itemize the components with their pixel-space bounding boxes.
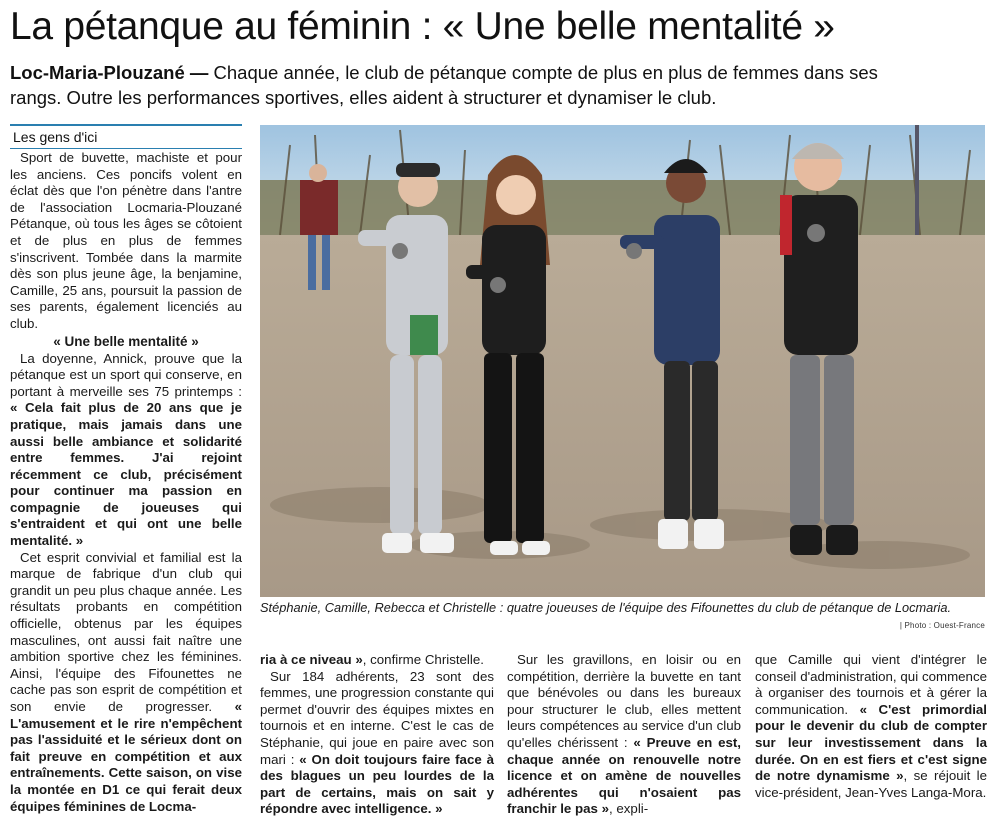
quote-end: ria à ce niveau » bbox=[260, 652, 363, 667]
lead-text: Chaque année, le club de pétanque compte de plus en plus de femmes dans ses rangs. Outre les performances sportives, elles aident à structurer et dynamiser le club. bbox=[10, 62, 878, 108]
photo-caption: Stéphanie, Camille, Rebecca et Christelle : quatre joueuses de l'équipe des Fifounettes du club de pétanque de Locmaria. bbox=[260, 600, 952, 615]
paragraph-gravillons-text: Sur les gravillons, en loisir ou en compétition, derrière la buvette en tant que bénévoles ou dans les bureaux pour structurer le club, elles mettent leurs compétences au service d'un club qu'elles chérissent : bbox=[507, 652, 741, 750]
quote-camille: « Preuve en est, chaque année on renouvelle notre licence et on amène de nouvelles adhérentes qui n'osaient pas franchir le pas » bbox=[507, 734, 742, 817]
quote-stephanie: « On doit toujours faire face à des blagues un peu lourdes de la part de certains, mais on sait y répondre avec intelligence. » bbox=[260, 751, 495, 817]
player-christelle bbox=[780, 143, 858, 555]
column-1 bbox=[10, 150, 242, 815]
photo-illustration bbox=[260, 125, 985, 597]
paragraph-esprit bbox=[10, 550, 242, 816]
paragraph-gravillons bbox=[507, 652, 741, 818]
paragraph-conseil-end: , se réjouit le vice-président, Jean-Yves Langa-Mora. bbox=[755, 768, 988, 800]
paragraph-doyenne bbox=[10, 351, 242, 550]
paragraph-doyenne-text: La doyenne, Annick, prouve que la pétanque est un sport qui conserve, en portant à merveille ses 75 printemps : bbox=[10, 350, 242, 399]
paragraph-conseil bbox=[755, 652, 987, 801]
paragraph-adherents-text: Sur 184 adhérents, 23 sont des femmes, une progression constante qui permet d'ouvrir des équipes mixtes en tournois et en interne. C'est le cas de Stéphanie, qui joue en paire avec son mari : bbox=[260, 668, 494, 767]
paragraph-confirm bbox=[260, 652, 494, 669]
headline: La pétanque au féminin : « Une belle mentalité » bbox=[10, 5, 835, 48]
subheading: « Une belle mentalité » bbox=[53, 333, 199, 349]
column-3 bbox=[507, 652, 741, 818]
paragraph-adherents bbox=[260, 669, 494, 818]
quote-vice-president: « C'est primordial pour le devenir du club de compter sur leur investissement dans la durée. On en est fiers et c'est signe de notre dynamisme » bbox=[755, 701, 987, 784]
column-2 bbox=[260, 652, 494, 818]
dateline: Loc-Maria-Plouzané — bbox=[10, 62, 209, 83]
rubric-label: Les gens d'ici bbox=[10, 124, 242, 149]
paragraph-conseil-text: que Camille qui vient d'intégrer le conseil d'administration, qui commence à organiser des tournois et à gérer la communication. bbox=[755, 652, 987, 717]
paragraph-confirm-text: , confirme Christelle. bbox=[362, 652, 484, 667]
column-4 bbox=[755, 652, 987, 801]
quote-fifounettes: « L'amusement et le rire n'empêchent pas l'assiduité et le sérieux dont on fait preuve en compétition et aux entraînements. Cette saison, on vise la montée en D1 ce qui ferait deux équipes féminines de Locma- bbox=[10, 699, 242, 814]
team-photo bbox=[260, 125, 985, 597]
paragraph-gravillons-end: , expli- bbox=[609, 801, 649, 817]
photo-credit: | Photo : Ouest-France bbox=[899, 621, 985, 630]
quote-annick: « Cela fait plus de 20 ans que je pratique, mais jamais dans une aussi belle ambiance et solidarité entre femmes. J'ai rejoint récemment ce club, précisément pour continuer ma passion en compagnie de joueuses qui s'entraident et qui ont une belle mentalité. » bbox=[10, 400, 242, 549]
paragraph-esprit-text: Cet esprit convivial et familial est la marque de fabrique d'un club qui grandit un peu plus chaque année. Les résultats probants en compétition officielle, obtenus par les équipes masculines, ont aussi fait naître une ambition sportive chez les féminines. Ainsi, l'équipe des Fifounettes ne cache pas son esprit de compétition et son envie de progresser. bbox=[10, 549, 242, 714]
paragraph-intro: Sport de buvette, machiste et pour les anciens. Ces poncifs volent en éclat dès que l'on pénètre dans l'antre de l'association Locmaria-Plouzané Pétanque, où tous les âges se côtoient et de plus en plus de femmes s'inscrivent. Tombée dans la marmite dès son plus jeune âge, la benjamine, Camille, 25 ans, poursuit la passion de ses parents, également licenciés au club. bbox=[10, 150, 242, 331]
lead-paragraph bbox=[10, 60, 880, 110]
